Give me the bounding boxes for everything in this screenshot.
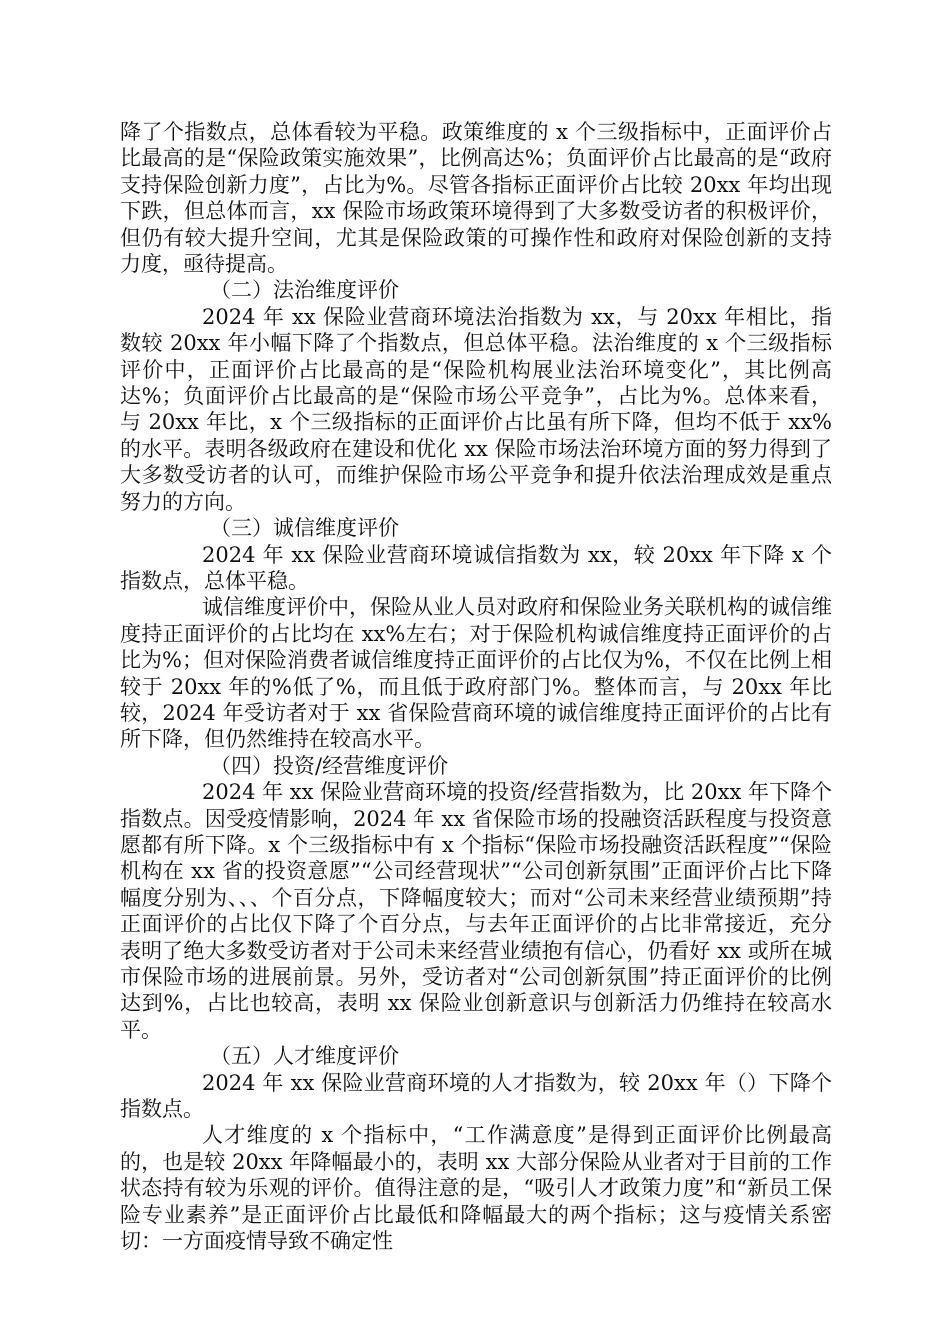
paragraph-integrity-detail: 诚信维度评价中，保险从业人员对政府和保险业务关联机构的诚信维度持正面评价的占比均在 xx%左右；对于保险机构诚信维度持正面评价的占比为%；但对保险消费者诚信维度持正面评价的占比仅为%，不仅在比例上相较于 20xx 年的%低了%，而且低于政府部门%。整体而言，与 20xx 年比较，2024 年受访者对于 xx 省保险营商环境的诚信维度持正面评价的占比有所下降，但仍然维持在较高水平。	[120, 595, 832, 752]
heading-integrity: （三）诚信维度评价	[210, 516, 399, 541]
paragraph-integrity-index: 2024 年 xx 保险业营商环境诚信指数为 xx，较 20xx 年下降 x 个指数点，总体平稳。	[120, 542, 832, 593]
paragraph-talent-index: 2024 年 xx 保险业营商环境的人才指数为，较 20xx 年（）下降个指数点。	[120, 1070, 832, 1122]
paragraph-policy-summary: 降了个指数点，总体看较为平稳。政策维度的 x 个三级指标中，正面评价占比最高的是“保险政策实施效果”，比例高达%；负面评价占比最高的是“政府支持保险创新力度”，占比为%。尽管各指标正面评价占比较 20xx 年均出现下跌，但总体而言，xx 保险市场政策环境得到了大多数受访者的积极评价，但仍有较大提升空间，尤其是保险政策的可操作性和政府对保险创新的支持力度，亟待提高。	[120, 120, 832, 277]
paragraph-investment: 2024 年 xx 保险业营商环境的投资/经营指数为，比 20xx 年下降个指数点。因受疫情影响，2024 年 xx 省保险市场的投融资活跃程度与投资意愿都有所下降。x 个三级指标中有 x 个指标“保险市场投融资活跃程度”“保险机构在 xx 省的投资意愿”“公司经营现状”“公司创新氛围”正面评价占比下降幅度分别为、、、个百分点，下降幅度较大；而对“公司未来经营业绩预期”持正面评价的占比仅下降了个百分点，与去年正面评价的占比非常接近，充分表明了绝大多数受访者对于公司未来经营业绩抱有信心，仍看好 xx 或所在城市保险市场的进展前景。另外，受访者对“公司创新氛围”持正面评价的比例达到%，占比也较高，表明 xx 保险业创新意识与创新活力仍维持在较高水平。	[120, 780, 832, 1042]
paragraph-rule-of-law: 2024 年 xx 保险业营商环境法治指数为 xx，与 20xx 年相比，指数较 20xx 年小幅下降了个指数点，但总体平稳。法治维度的 x 个三级指标评价中，正面评价占比最高的是“保险机构展业法治环境变化”，其比例高达%；负面评价占比最高的是“保险市场公平竞争”，占比为%。总体来看，与 20xx 年比，x 个三级指标的正面评价占比虽有所下降，但均不低于 xx%的水平。表明各级政府在建设和优化 xx 保险市场法治环境方面的努力得到了大多数受访者的认可，而维护保险市场公平竞争和提升依法治理成效是重点努力的方向。	[120, 304, 832, 514]
document-body	[120, 119, 832, 1254]
heading-rule-of-law: （二）法治维度评价	[210, 278, 399, 303]
paragraph-talent-detail: 人才维度的 x 个指标中，“工作满意度”是得到正面评价比例最高的，也是较 20xx 年降幅最小的，表明 xx 大部分保险从业者对于目前的工作状态持有较为乐观的评价。值得注意的是，“吸引人才政策力度”和“新员工保险专业素养”是正面评价占比最低和降幅最大的两个指标；这与疫情关系密切：一方面疫情导致不确定性	[120, 1123, 832, 1254]
heading-investment: （四）投资/经营维度评价	[210, 753, 449, 778]
heading-talent: （五）人才维度评价	[210, 1044, 399, 1069]
